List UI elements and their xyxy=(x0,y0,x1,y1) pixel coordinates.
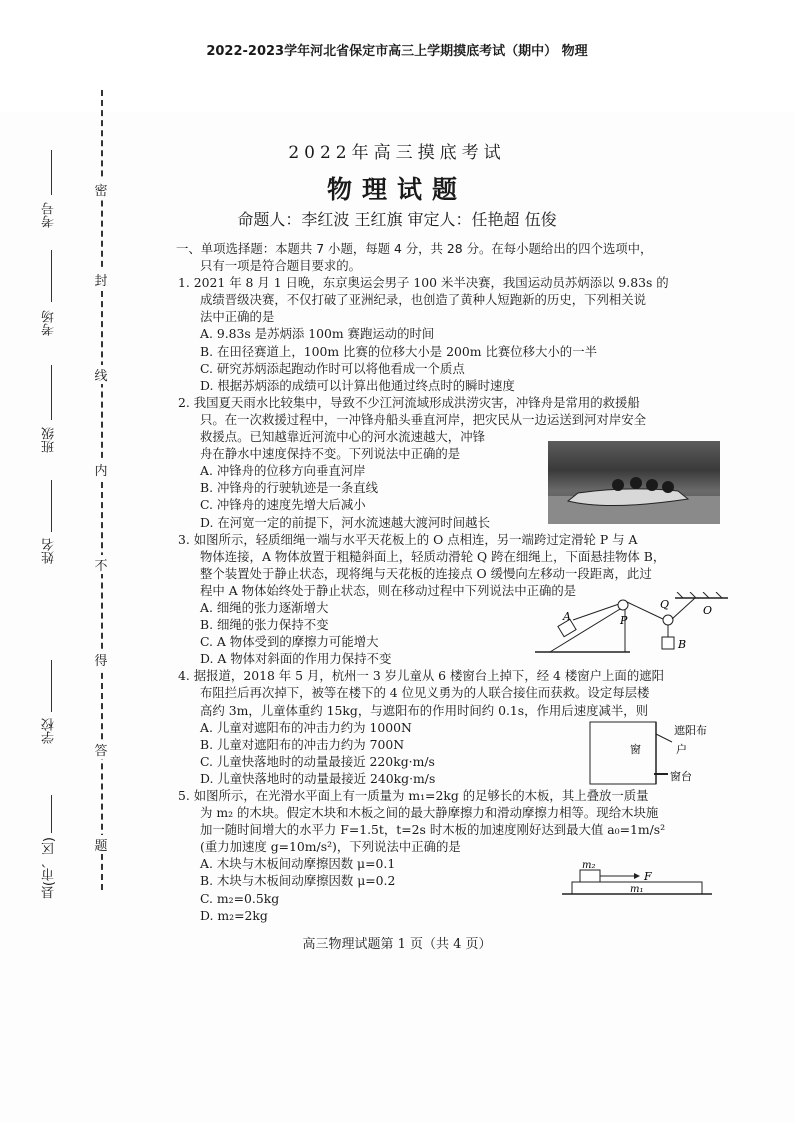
label-b: B xyxy=(678,638,687,651)
field-class[interactable]: 班级 xyxy=(40,365,64,475)
document-header: 2022-2023学年河北省保定市高三上学期摸底考试（期中） 物理 xyxy=(206,44,588,59)
q3-line: 物体连接，A 物体放置于粗糙斜面上，轻质动滑轮 Q 跨在细绳上，下面悬挂物体 B， xyxy=(200,548,666,564)
q5-line: 为 m₂ 的木块。假定木块和木板之间的最大静摩擦力和滑动摩擦力相等。现给木块施 xyxy=(200,805,659,821)
authors-line: 命题人：李红波 王红旗 审定人：任艳超 伍俊 xyxy=(237,210,557,229)
page-footer: 高三物理试题第 1 页（共 4 页） xyxy=(302,937,492,952)
person-shape xyxy=(612,479,624,491)
q2-line: 只。在一次救援过程中，一冲锋舟船头垂直河岸，把灾民从一边运送到河对岸安全 xyxy=(200,411,647,427)
q5-line: (重力加速度 g=10m/s²)，下列说法中正确的是 xyxy=(200,839,461,855)
q2-option-a: A. 冲锋舟的位移方向垂直河岸 xyxy=(200,463,366,479)
seal-char-6: 得 xyxy=(91,650,111,669)
q1-line: 法中正确的是 xyxy=(200,309,275,325)
q3-option-b: B. 细绳的张力保持不变 xyxy=(200,617,329,633)
label-sill: 窗台 xyxy=(670,770,692,783)
seal-char-7: 答 xyxy=(91,740,111,759)
field-exam-room[interactable]: 考场 xyxy=(40,250,64,350)
q1-line: 1. 2021 年 8 月 1 日晚，东京奥运会男子 100 米半决赛，我国运动员苏炳添以 9.83s 的 xyxy=(178,275,669,291)
label-awning: 遮阳布 xyxy=(674,724,707,737)
q4-line: 高约 3m，儿童体重约 15kg，与遮阳布的作用时间约 0.1s，作用后速度减半，则 xyxy=(200,702,649,718)
field-school[interactable]: 学校 xyxy=(40,660,64,770)
q1-line: 成绩晋级决赛，不仅打破了亚洲纪录，也创造了黄种人短跑新的历史，下列相关说 xyxy=(200,292,647,308)
label-f: F xyxy=(644,870,652,883)
q3-line: 3. 如图所示，轻质细绳一端与水平天花板上的 O 点相连，另一端跨过定滑轮 P 与 A xyxy=(178,531,638,547)
arrowhead-icon xyxy=(634,873,640,879)
rope-segment xyxy=(672,598,695,619)
q2-option-b: B. 冲锋舟的行驶轨迹是一条直线 xyxy=(200,480,379,496)
section-heading-cont: 只有一项是符合题目要求的。 xyxy=(200,258,362,274)
q5-line: 加一随时间增大的水平力 F=1.5t，t=2s 时木板的加速度刚好达到最大值 a₀=1m/s² xyxy=(200,822,666,838)
q3-option-c: C. A 物体受到的摩擦力可能增大 xyxy=(200,634,379,650)
seal-char-2: 封 xyxy=(91,270,111,289)
field-name[interactable]: 姓名 xyxy=(40,480,64,590)
q4-option-b: B. 儿童对遮阳布的冲击力约为 700N xyxy=(200,736,405,752)
q1-option-a: A. 9.83s 是苏炳添 100m 赛跑运动的时间 xyxy=(200,326,435,342)
q1-option-c: C. 研究苏炳添起跑动作时可以将他看成一个质点 xyxy=(200,360,465,376)
seal-char-5: 不 xyxy=(91,555,111,574)
label-a: A xyxy=(563,610,571,623)
question-content xyxy=(178,240,738,924)
q1-option-d: D. 根据苏炳添的成绩可以计算出他通过终点时的瞬时速度 xyxy=(200,377,515,393)
q4-option-c: C. 儿童快落地时的动量最接近 220kg·m/s xyxy=(200,753,435,769)
field-county[interactable]: 县(市、区) xyxy=(40,795,64,905)
q5-line: 5. 如图所示，在光滑水平面上有一质量为 m₁=2kg 的足够长的木板，其上叠放一质量 xyxy=(178,788,649,803)
q3-option-a: A. 细绳的张力逐渐增大 xyxy=(200,599,329,615)
label-m2: m₂ xyxy=(582,862,596,871)
q2-line: 2. 我国夏天雨水比较集中，导致不少江河流域形成洪涝灾害，冲锋舟是常用的救援船 xyxy=(178,394,640,410)
pulley-p xyxy=(618,600,628,610)
seal-char-3: 线 xyxy=(91,365,111,384)
awning xyxy=(656,734,672,742)
section-heading: 一、单项选择题：本题共 7 小题，每题 4 分，共 28 分。在每小题给出的四个选项中， xyxy=(176,241,653,256)
label-door: 户 xyxy=(676,743,687,756)
q5-option-c: C. m₂=0.5kg xyxy=(200,890,280,906)
q3-line: 程中 A 物体始终处于静止状态，则在移动过程中下列说法中正确的是 xyxy=(200,582,577,598)
seal-char-8: 题 xyxy=(91,835,111,854)
q2-line: 舟在静水中速度保持不变。下列说法中正确的是 xyxy=(200,446,461,462)
q4-line: 4. 据报道，2018 年 5 月，杭州一 3 岁儿童从 6 楼窗台上掉下，经 4 楼窗户上面的遮阳 xyxy=(178,668,664,684)
person-shape xyxy=(662,481,674,493)
q2-option-d: D. 在河宽一定的前提下，河水流速越大渡河时间越长 xyxy=(200,514,490,530)
rescue-boat-photo xyxy=(548,441,720,524)
hatch-mark xyxy=(690,592,696,598)
q5-block-board-diagram xyxy=(562,862,712,912)
seal-char-4: 内 xyxy=(91,460,111,479)
q2-option-c: C. 冲锋舟的速度先增大后减小 xyxy=(200,497,366,513)
q4-option-d: D. 儿童快落地时的动量最接近 240kg·m/s xyxy=(200,770,436,786)
label-o: O xyxy=(703,604,713,617)
block-b xyxy=(662,637,674,649)
q5-option-a: A. 木块与木板间动摩擦因数 μ=0.1 xyxy=(200,856,396,872)
field-exam-number[interactable]: 考号 xyxy=(40,150,64,240)
hatch-mark xyxy=(703,592,709,598)
person-shape xyxy=(646,479,658,491)
q4-line: 布阻拦后再次掉下，被等在楼下的 4 位见义勇为的人联合接住而获救。设定每层楼 xyxy=(200,685,650,701)
hatch-mark xyxy=(716,592,722,598)
q4-building-diagram xyxy=(588,720,738,786)
q3-pulley-diagram xyxy=(535,592,730,662)
q5-option-b: B. 木块与木板间动摩擦因数 μ=0.2 xyxy=(200,873,396,889)
q1-option-b: B. 在田径赛道上，100m 比赛的位移大小是 200m 比赛位移大小的一半 xyxy=(200,343,597,359)
q3-line: 整个装置处于静止状态，现将绳与天花板的连接点 O 缓慢向左移动一段距离，此过 xyxy=(200,565,652,581)
q4-option-a: A. 儿童对遮阳布的冲击力约为 1000N xyxy=(200,719,412,735)
label-p: P xyxy=(620,614,628,627)
person-shape xyxy=(630,477,642,489)
pulley-q xyxy=(663,615,673,625)
hatch-mark xyxy=(677,592,683,598)
subject-title: 物理试题 xyxy=(326,175,467,204)
exam-title: 2022年高三摸底考试 xyxy=(288,143,506,163)
seal-char-1: 密 xyxy=(91,180,111,199)
block-m2 xyxy=(580,870,600,882)
q3-option-d: D. A 物体对斜面的作用力保持不变 xyxy=(200,651,392,667)
q5-option-d: D. m₂=2kg xyxy=(200,907,268,923)
rescue-boat-image xyxy=(548,441,720,524)
label-m1: m₁ xyxy=(630,884,644,895)
q2-line: 救援点。已知越靠近河流中心的河水流速越大，冲锋 xyxy=(200,429,485,445)
label-q: Q xyxy=(660,598,670,611)
building-wall xyxy=(590,722,656,784)
rope-segment xyxy=(573,604,619,620)
label-window: 窗 xyxy=(630,743,641,756)
